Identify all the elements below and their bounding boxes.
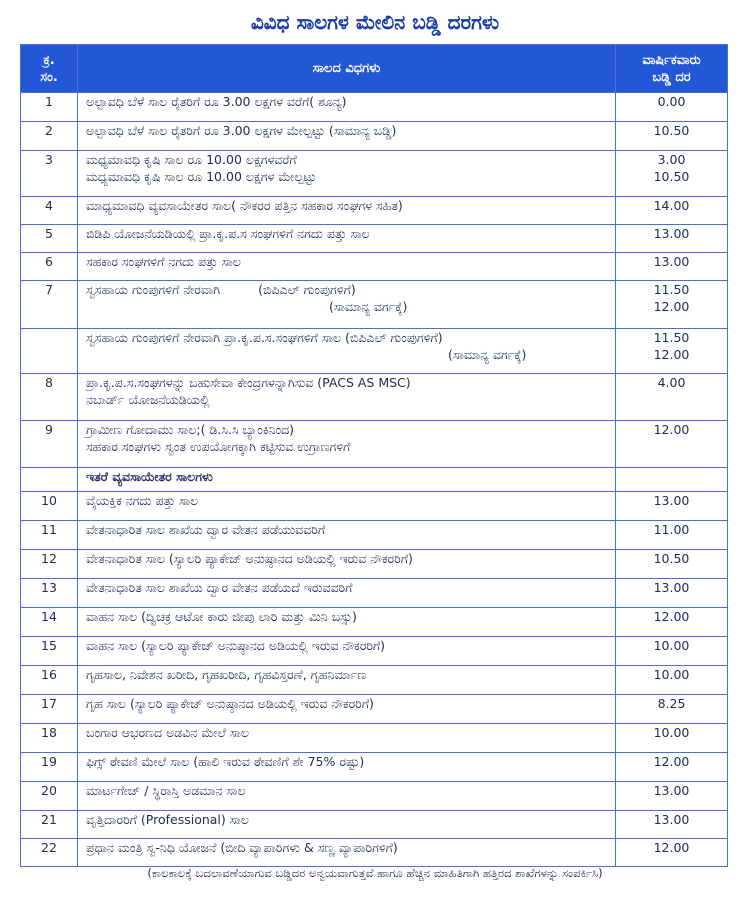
row-number: 14 xyxy=(21,608,78,637)
interest-rate: 13.00 xyxy=(616,225,728,253)
table-row xyxy=(21,608,728,637)
table-row xyxy=(21,811,728,839)
section-heading: ಇತರೆ ವ್ಯವಸಾಯೇತರ ಸಾಲಗಳು xyxy=(78,468,616,492)
loan-type xyxy=(78,281,616,329)
loan-type-line2: ಸಹಕಾರ ಸಂಘಗಳು ಸ್ವಂತ ಉಪಯೋಗಕ್ಕಾಗಿ ಕಟ್ಟಿಸುವ ಉಗ್ರಾಣಗಳಿಗೆ xyxy=(86,439,351,454)
row-number: 15 xyxy=(21,637,78,666)
loan-type-header: ಸಾಲದ ವಿಧಗಳು xyxy=(78,45,616,93)
loan-type: ಅಲ್ಪಾವಧಿ ಬೆಳೆ ಸಾಲ ರೈತರಿಗೆ ರೂ 3.00 ಲಕ್ಷಗಳ ಮೇಲ್ಪಟ್ಟು (ಸಾಮಾನ್ಯ ಬಡ್ಡಿ) xyxy=(78,122,616,151)
loan-type xyxy=(78,329,616,374)
interest-rate: 12.00 xyxy=(616,839,728,867)
loan-type: ಸಹಕಾರ ಸಂಘಗಳಿಗೆ ನಗದು ಪತ್ತು ಸಾಲ xyxy=(78,253,616,281)
table-row xyxy=(21,521,728,550)
interest-rate-line2: 10.50 xyxy=(653,169,690,184)
loan-type xyxy=(78,374,616,421)
interest-rate: 11.00 xyxy=(616,521,728,550)
row-number: 20 xyxy=(21,782,78,811)
interest-rate: 13.00 xyxy=(616,811,728,839)
loan-type-line2: ಮಧ್ಯಮಾವಧಿ ಕೃಷಿ ಸಾಲ ರೂ 10.00 ಲಕ್ಷಗಳ ಮೇಲ್ಪಟ್ಟು xyxy=(86,169,317,184)
interest-rate-line2: 12.00 xyxy=(653,347,690,362)
row-number: 4 xyxy=(21,197,78,225)
loan-type: ಬಿಡಿಪಿ ಯೋಜನೆಯಡಿಯಲ್ಲಿ ಪ್ರಾ.ಕೃ.ಪ.ಸ ಸಂಘಗಳಿಗೆ ನಗದು ಪತ್ತು ಸಾಲ xyxy=(78,225,616,253)
interest-rate: 8.25 xyxy=(616,695,728,724)
interest-rate: 10.00 xyxy=(616,666,728,695)
rate-header-line2: ಬಡ್ಡಿ ದರ xyxy=(652,69,691,85)
table-header-row xyxy=(21,45,728,93)
table-row xyxy=(21,374,728,421)
loan-type: ಪ್ರಧಾನ ಮಂತ್ರಿ ಸ್ವ-ನಿಧಿ ಯೋಜನೆ (ಬೀದಿ ವ್ಯಾಪಾರಿಗಳು & ಸಣ್ಣ ವ್ಯಾಪಾರಿಗಳಿಗೆ) xyxy=(78,839,616,867)
table-row xyxy=(21,197,728,225)
loan-type-line1: ಪ್ರಾ.ಕೃ.ಪ.ಸ.ಸಂಘಗಳನ್ನು ಬಹುಸೇವಾ ಕೇಂದ್ರಗಳನ್ನಾಗಿಸುವ (PACS AS MSC) xyxy=(86,375,411,390)
interest-rate: 4.00 xyxy=(616,374,728,421)
row-number: 11 xyxy=(21,521,78,550)
loan-type: ವಾಹನ ಸಾಲ (ದ್ವಿಚಕ್ರ ಆಟೋ ಕಾರು ಜೀಪು ಲಾರಿ ಮತ್ತು ಮಿನಿ ಬಸ್ಸು) xyxy=(78,608,616,637)
row-number: 3 xyxy=(21,151,78,197)
row-number: 13 xyxy=(21,579,78,608)
loan-type: ಅಲ್ಪಾವಧಿ ಬೆಳೆ ಸಾಲ ರೈತರಿಗೆ ರೂ 3.00 ಲಕ್ಷಗಳ ವರೆಗೆ( ಶೂನ್ಯ) xyxy=(78,93,616,122)
table-row xyxy=(21,253,728,281)
row-number: 7 xyxy=(21,281,78,329)
table-row xyxy=(21,839,728,867)
loan-type: ವೇತನಾಧಾರಿತ ಸಾಲ ಶಾಖೆಯ ದ್ವಾರ ವೇತನ ಪಡೆಯುವವರಿಗೆ xyxy=(78,521,616,550)
table-row xyxy=(21,550,728,579)
section-row xyxy=(21,468,728,492)
loan-type-line1: ಮಧ್ಯಮಾವಧಿ ಕೃಷಿ ಸಾಲ ರೂ 10.00 ಲಕ್ಷಗಳವರೆಗೆ xyxy=(86,152,297,167)
table-row xyxy=(21,151,728,197)
row-number: 16 xyxy=(21,666,78,695)
interest-rate: 10.50 xyxy=(616,122,728,151)
page-title: ವಿವಿಧ ಸಾಲಗಳ ಮೇಲಿನ ಬಡ್ಡಿ ದರಗಳು xyxy=(250,10,500,34)
loan-type-line1: ಸ್ವಸಹಾಯ ಗುಂಪುಗಳಿಗೆ ನೇರವಾಗಿ xyxy=(86,282,221,297)
interest-rate: 13.00 xyxy=(616,579,728,608)
table-row xyxy=(21,93,728,122)
interest-rate xyxy=(616,329,728,374)
loan-type: ಗೃಹ ಸಾಲ (ಸ್ಯಾಲರಿ ಪ್ಯಾಕೇಜ್ ಅನುಷ್ಠಾನದ ಅಡಿಯಲ್ಲಿ ಇರುವ ನೌಕರರಿಗೆ) xyxy=(78,695,616,724)
loan-type: ವೇತನಾಧಾರಿತ ಸಾಲ (ಸ್ಯಾಲರಿ ಪ್ಯಾಕೇಜ್ ಅನುಷ್ಠಾನದ ಅಡಿಯಲ್ಲಿ ಇರುವ ನೌಕರರಿಗೆ) xyxy=(78,550,616,579)
interest-rate: 13.00 xyxy=(616,253,728,281)
interest-rate: 10.00 xyxy=(616,637,728,666)
row-number: 17 xyxy=(21,695,78,724)
loan-type-bpl: (ಬಿಪಿಎಲ್ ಗುಂಪುಗಳಿಗೆ) xyxy=(258,282,356,297)
interest-rate-line1: 11.50 xyxy=(653,330,690,345)
row-number: 5 xyxy=(21,225,78,253)
interest-rate xyxy=(616,151,728,197)
table-row xyxy=(21,579,728,608)
row-number: 12 xyxy=(21,550,78,579)
row-number: 18 xyxy=(21,724,78,753)
row-number: 1 xyxy=(21,93,78,122)
table-row xyxy=(21,753,728,782)
table-row xyxy=(21,421,728,468)
serial-header-line1: ಕ್ರ. xyxy=(43,52,55,68)
interest-rate-line2: 12.00 xyxy=(653,299,690,314)
row-number: 10 xyxy=(21,492,78,521)
loan-type: ಮಾಧ್ಯಮಾವಧಿ ವ್ಯವಸಾಯೇತರ ಸಾಲ( ನೌಕರರ ಪತ್ತಿನ ಸಹಕಾರ ಸಂಘಗಳ ಸಹಿತ) xyxy=(78,197,616,225)
loan-type: ಫಿಗ್ಸ್ ಠೇವಣಿ ಮೇಲೆ ಸಾಲ (ಹಾಲಿ ಇರುವ ಠೇವಣಿಗೆ ಶೇ 75% ರಷ್ಟು) xyxy=(78,753,616,782)
table-row xyxy=(21,225,728,253)
table-row xyxy=(21,666,728,695)
row-number: 2 xyxy=(21,122,78,151)
interest-rate: 12.00 xyxy=(616,753,728,782)
loan-type: ವೈಯಕ್ತಿಕ ನಗದು ಪತ್ತು ಸಾಲ xyxy=(78,492,616,521)
interest-rate: 14.00 xyxy=(616,197,728,225)
interest-rate: 12.00 xyxy=(616,608,728,637)
loan-type: ವಾಹನ ಸಾಲ (ಸ್ಯಾಲರಿ ಪ್ಯಾಕೇಜ್ ಅನುಷ್ಠಾನದ ಅಡಿಯಲ್ಲಿ ಇರುವ ನೌಕರರಿಗೆ) xyxy=(78,637,616,666)
row-number: 22 xyxy=(21,839,78,867)
table-row xyxy=(21,695,728,724)
row-number: 9 xyxy=(21,421,78,468)
rate-header xyxy=(616,45,728,93)
loan-type-line1: ಸ್ವಸಹಾಯ ಗುಂಪುಗಳಿಗೆ ನೇರವಾಗಿ ಪ್ರಾ.ಕೃ.ಪ.ಸ.ಸಂಘಗಳಿಗೆ ಸಾಲ (ಬಿಪಿಎಲ್ ಗುಂಪುಗಳಿಗೆ) xyxy=(86,330,443,345)
table-row xyxy=(21,329,728,374)
table-row xyxy=(21,122,728,151)
row-number: 19 xyxy=(21,753,78,782)
interest-rate-line1: 3.00 xyxy=(657,152,686,167)
row-number xyxy=(21,329,78,374)
loan-type: ಬಂಗಾರ ಆಭರಣದ ಅಡವಿನ ಮೇಲೆ ಸಾಲ xyxy=(78,724,616,753)
rate-header-line1: ವಾರ್ಷಿಕವಾರು xyxy=(642,52,701,68)
interest-rate xyxy=(616,281,728,329)
table-row xyxy=(21,637,728,666)
loan-type: ವೃತ್ತಿದಾರರಿಗೆ (Professional) ಸಾಲ xyxy=(78,811,616,839)
loan-type xyxy=(78,151,616,197)
serial-header-line2: ಸಂ. xyxy=(40,69,58,85)
loan-type: ಗೃಹಸಾಲ, ನಿವೇಶನ ಖರೀದಿ, ಗೃಹಖರೀದಿ, ಗೃಹವಿಸ್ತರಣೆ, ಗೃಹನಿರ್ಮಾಣ xyxy=(78,666,616,695)
table-row xyxy=(21,281,728,329)
interest-rate: 13.00 xyxy=(616,782,728,811)
loan-type: ವೇತನಾಧಾರಿತ ಸಾಲ ಶಾಖೆಯ ದ್ವಾರ ವೇತನ ಪಡೆಯದೆ ಇರುವವರಿಗೆ xyxy=(78,579,616,608)
loan-type-general: (ಸಾಮಾನ್ಯ ವರ್ಗಕ್ಕೆ) xyxy=(329,299,408,314)
serial-header xyxy=(21,45,78,93)
loan-type-line2: (ಸಾಮಾನ್ಯ ವರ್ಗಕ್ಕೆ) xyxy=(448,347,527,362)
row-number: 6 xyxy=(21,253,78,281)
row-number: 21 xyxy=(21,811,78,839)
loan-type xyxy=(78,421,616,468)
interest-rate: 13.00 xyxy=(616,492,728,521)
interest-rate: 12.00 xyxy=(616,421,728,468)
interest-rate: 0.00 xyxy=(616,93,728,122)
interest-rate: 10.50 xyxy=(616,550,728,579)
row-number: 8 xyxy=(21,374,78,421)
table-row xyxy=(21,724,728,753)
footnote: (ಕಾಲಕಾಲಕ್ಕೆ ಬದಲಾವಣೆಯಾಗುವ ಬಡ್ಡಿದರ ಅನ್ವಯವಾಗುತ್ತವೆ ಹಾಗೂ ಹೆಚ್ಚಿನ ಮಾಹಿತಿಗಾಗಿ ಹತ್ತಿರದ ಶಾಖೆಗಳನ್ನು ಸಂಪರ್ಕಿಸಿ) xyxy=(147,866,603,880)
loan-type: ಮಾರ್ಟಗೇಜ್ / ಸ್ಥಿರಾಸ್ತಿ ಅಡಮಾನ ಸಾಲ xyxy=(78,782,616,811)
table-row xyxy=(21,782,728,811)
table-row xyxy=(21,492,728,521)
loan-type-line2: ನಬಾರ್ಡ್ ಯೋಜನೆಯಡಿಯಲ್ಲಿ xyxy=(86,392,210,407)
interest-rate: 10.00 xyxy=(616,724,728,753)
interest-rate-line1: 11.50 xyxy=(653,282,690,297)
interest-rates-table xyxy=(20,44,728,867)
loan-type-line1: ಗ್ರಾಮೀಣ ಗೋದಾಮು ಸಾಲ;( ಡಿ.ಸಿ.ಸಿ ಬ್ಯಾಂಕಿನಿಂದ) xyxy=(86,422,295,437)
